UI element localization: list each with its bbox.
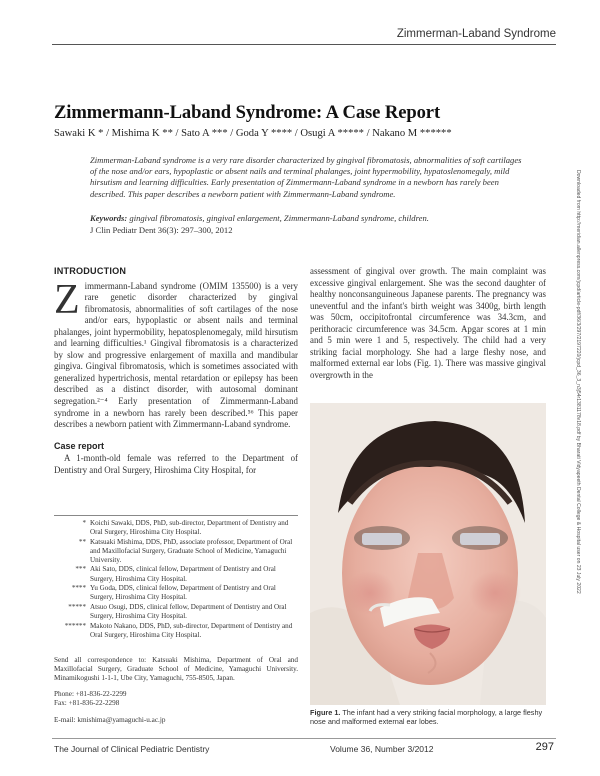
affiliation-mark: * [82, 519, 86, 527]
case-report-heading: Case report [54, 440, 105, 451]
running-head: Zimmerman-Laband Syndrome [396, 28, 556, 40]
footer-rule [52, 738, 556, 739]
phone-number: Phone: +81-836-22-2299 [54, 690, 127, 698]
keywords-label: Keywords: [90, 213, 128, 223]
keywords-text: gingival fibromatosis, gingival enlargement, Zimmermann-Laband syndrome, children. [129, 213, 429, 223]
footer-volume: Volume 36, Number 3/2012 [330, 744, 434, 754]
abstract: Zimmerman-Laband syndrome is a very rare disorder characterized by gingival fibromatosis, abnormalities of soft cartilages of the nose and/or ears, hypoplastic or absent nails and terminal phalanges, joint hypermobility, hypatoslenomegaly, mild hirsutism and learning difficulties. Early presentation of Zimmermann-Laband syndrome in a newborn has rarely been described. This paper describes a newborn patient with Zimmermann-Laband syndrome. [90, 155, 522, 199]
affiliation-mark: **** [71, 584, 86, 593]
affiliation-mark: ***** [68, 602, 86, 611]
affiliation-text: Makoto Nakano, DDS, PhD, sub-director, Department of Dentistry and Oral Surgery, Hiroshima City Hospital. [90, 621, 293, 639]
affiliation-item [54, 603, 298, 621]
email-address: E-mail: kmishima@yamaguchi-u.ac.jp [54, 716, 166, 724]
affiliation-text: Katsuaki Mishima, DDS, PhD, associate professor, Department of Oral and Maxillofacial Surgery, Graduate School of Medicine, Yamaguchi University. [90, 537, 293, 564]
contact-numbers [54, 690, 127, 708]
affiliation-text: Koichi Sawaki, DDS, PhD, sub-director, Department of Dentistry and Oral Surgery, Hiroshima City Hospital. [90, 519, 289, 537]
fax-number: Fax: +81-836-22-2298 [54, 699, 120, 708]
affiliation-text: Atsuo Osugi, DDS, clinical fellow, Department of Dentistry and Oral Surgery, Hiroshima City Hospital. [90, 602, 287, 620]
figure-caption [310, 708, 550, 727]
correspondence-address: Send all correspondence to: Katsuaki Mishima, Department of Oral and Maxillofacial Surgery, Graduate School of Medicine, Yamaguchi University. Minamikogushi 1-1-1, Ube City, Yamaguchi, 755-8505, Japan. [54, 656, 298, 683]
footer-journal-name: The Journal of Clinical Pediatric Dentistry [54, 744, 210, 754]
article-title: Zimmermann-Laband Syndrome: A Case Report [54, 102, 441, 123]
introduction-heading: INTRODUCTION [54, 266, 127, 276]
affiliation-text: Aki Sato, DDS, clinical fellow, Department of Dentistry and Oral Surgery, Hiroshima City Hospital. [90, 565, 276, 583]
case-report-text: A 1-month-old female was referred to the Department of Dentistry and Oral Surgery, Hiroshima City Hospital, for [54, 453, 298, 475]
header-rule [52, 44, 556, 45]
affiliation-list [54, 519, 298, 640]
affiliation-mark: ** [78, 537, 86, 546]
affiliation-mark: ****** [64, 621, 86, 630]
page-number: 297 [535, 741, 554, 753]
affiliation-rule [54, 515, 298, 516]
affiliation-item [54, 519, 298, 537]
citation: J Clin Pediatr Dent 36(3): 297–300, 2012 [90, 225, 233, 235]
infant-face-illustration [310, 403, 546, 705]
author-list: Sawaki K * / Mishima K ** / Sato A *** / Goda Y **** / Osugi A ***** / Nakano M ****** [54, 128, 452, 139]
patient-photo [310, 403, 546, 705]
affiliation-item [54, 565, 298, 583]
download-watermark [573, 170, 583, 610]
figure-caption-text: The infant had a very striking facial morphology, a large fleshy nose and malformed external ear lobes. [310, 708, 543, 727]
left-column [54, 266, 298, 476]
download-watermark-text: Downloaded from http://meridian.allenpress.com/jcpd/article-pdf/36/3/297/2197220/jcpd_36_3_n3j54r1381178v18.pdf by Bharati Vidyapeeth Dental College & Hospital user on 23 July 2022 [575, 170, 581, 594]
affiliation-item [54, 538, 298, 565]
introduction-body: immermann-Laband syndrome (OMIM 135500) is a very rare genetic disorder characterized by gingival fibromatosis, abnormalities of soft cartilages of the nose and/or ears, hypoplastic or absent nails and terminal phalanges, joint hypermobility, hepatosplenomegaly, mild hirsutism and learning difficulties.¹ Gingival fibromatosis is a characterized by slow and progressive enlargement of maxilla and mandibular gingiva. Gingival fibromatosis, which is sometimes associated with generalized hypertrichosis, mental retardation or epilepsy has been described as a distinct disorder, with autosomal dominant segregation.²⁻⁴ Early presentation of Zimmermann-Laband syndrome in a newborn has rarely been described.⁵⁶ This paper describes a newborn patient with Zimmermann-Laband syndrome. [54, 280, 298, 430]
affiliation-mark: *** [75, 565, 86, 574]
affiliation-item [54, 584, 298, 602]
affiliation-text: Yu Goda, DDS, clinical fellow, Department of Dentistry and Oral Surgery, Hiroshima City Hospital. [90, 584, 276, 602]
drop-cap: Z [54, 276, 80, 323]
figure-label: Figure 1. [310, 708, 341, 717]
affiliation-item [54, 622, 298, 640]
introduction-text [54, 276, 298, 431]
keywords [90, 213, 528, 224]
right-column-text: assessment of gingival over growth. The main complaint was excessive gingival enlargement. She was the second daughter of healthy nonconsanguineous Japanese parents. The pregnancy was uneventful and the infant's birth weight was 3400g, birth length was 50cm, occipitofrontal circumference was 34.3cm, and perithoracic circumference was 34.5cm. Apgar scores at 1 min and 5 min were 1 and 5, respectively. The child had a very striking facial morphology. She had a large fleshy nose, and malformed external ear lobs (Fig. 1). There was massive gingival overgrowth in the [310, 266, 546, 380]
